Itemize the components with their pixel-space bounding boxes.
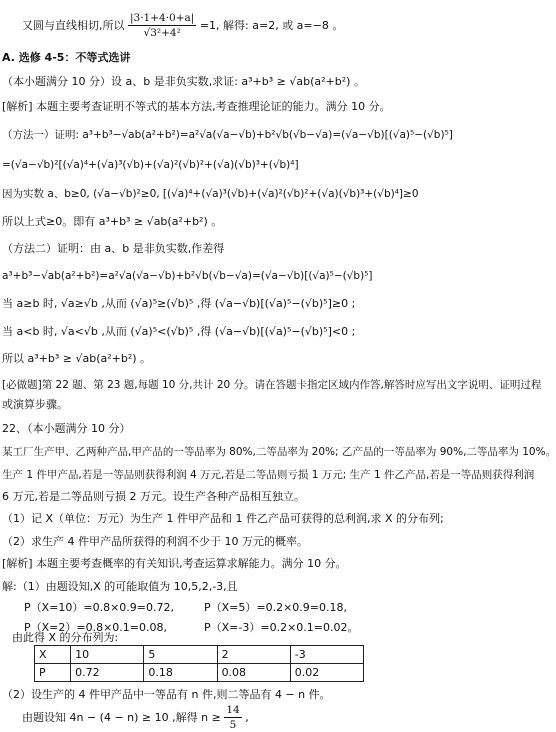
method1-line1: （方法一）证明: a³+b³−√ab(a²+b²)=a²√a(√a−√b)+b²√b(√b−√a)=(√a−√b)[(√a)⁵−(√b)⁵] <box>2 129 453 141</box>
fraction-numerator: 14 <box>226 704 240 716</box>
question-22-text3: 6 万元,若是二等品则亏损 2 万元。设生产各种产品相互独立。 <box>2 490 305 503</box>
section-a-heading: A. 选修 4-5：不等式选讲 <box>2 51 131 64</box>
distribution-intro: 由此得 X 的分布列为: <box>12 631 119 644</box>
table-cell: 0.72 <box>71 664 144 682</box>
method1-line4: 所以上式≥0。即有 a³+b³ ≥ √ab(a²+b²) 。 <box>2 215 223 228</box>
fraction-denominator: √3²+4² <box>143 27 181 39</box>
method1-line3: 因为实数 a、b≥0, (√a−√b)²≥0, [(√a)⁴+(√a)³(√b)+(√a)²(√b)²+(√a)(√b)³+(√b)⁴]≥0 <box>2 188 419 200</box>
question-22-part1: （1）记 X（单位：万元）为生产 1 件甲产品和 1 件乙产品可获得的总利润,求 X 的分布列; <box>2 512 444 525</box>
prob-x5: P（X=5）=0.2×0.9=0.18, <box>204 601 348 614</box>
method2-line3: 当 a≥b 时, √a≥√b ,从而 (√a)⁵≥(√b)⁵ ,得 (√a−√b)[(√a)⁵−(√b)⁵]≥0 ; <box>2 297 356 310</box>
method2-line5: 所以 a³+b³ ≥ √ab(a²+b²) 。 <box>2 352 152 365</box>
required-note-line1: [必做题]第 22 题、第 23 题,每题 10 分,共计 20 分。请在答题卡指定区域内作答,解答时应写出文字说明、证明过程 <box>2 379 542 391</box>
table-cell: -3 <box>290 646 363 664</box>
fraction-numerator: |3·1+4·0+a| <box>130 12 195 24</box>
question-22-part2: （2）求生产 4 件甲产品所获得的利润不少于 10 万元的概率。 <box>2 535 308 548</box>
final-post: , <box>245 711 249 724</box>
table-cell: 2 <box>217 646 290 664</box>
table-cell: 0.18 <box>144 664 217 682</box>
problem-statement: （本小题满分 10 分）设 a、b 是非负实数,求证: a³+b³ ≥ √ab(a²+b²) 。 <box>2 75 365 88</box>
analysis-line: [解析] 本题主要考查证明不等式的基本方法,考查推理论证的能力。满分 10 分。 <box>2 100 391 113</box>
method2-line4: 当 a<b 时, √a<√b ,从而 (√a)⁵<(√b)⁵ ,得 (√a−√b)[(√a)⁵−(√b)⁵]<0 ; <box>2 325 356 338</box>
final-fraction <box>224 704 241 732</box>
solution-part2: （2）设生产的 4 件甲产品中一等品有 n 件,则二等品有 4 − n 件。 <box>2 688 331 701</box>
required-note-line2: 或演算步骤。 <box>2 398 68 411</box>
final-inequality <box>22 704 498 732</box>
analysis-line-2: [解析] 本题主要考查概率的有关知识,考查运算求解能力。满分 10 分。 <box>2 557 347 570</box>
prob-x10: P（X=10）=0.8×0.9=0.72, <box>24 601 175 614</box>
question-22-text2: 生产 1 件甲产品,若是一等品则获得利润 4 万元,若是二等品则亏损 1 万元; 生产 1 件乙产品,若是一等品则获得利润 <box>2 469 535 481</box>
final-pre: 由题设知 4n − (4 − n) ≥ 10 ,解得 n ≥ <box>22 711 221 724</box>
method2-line2: a³+b³−√ab(a²+b²)=a²√a(√a−√b)+b²√b(√b−√a)=(√a−√b)[(√a)⁵−(√b)⁵] <box>2 270 373 282</box>
fraction-denominator: 5 <box>229 719 237 731</box>
question-22-heading: 22、（本小题满分 10 分） <box>2 422 131 435</box>
table-cell: 5 <box>144 646 217 664</box>
distance-fraction <box>128 12 196 40</box>
circle-tangent-line <box>22 8 498 44</box>
line1-post: =1, 解得: a=2, 或 a=−8 。 <box>199 19 344 32</box>
distribution-table <box>34 645 364 682</box>
table-cell: 0.02 <box>290 664 363 682</box>
question-22-text1: 某工厂生产甲、乙两种产品,甲产品的一等品率为 80%,二等品率为 20%; 乙产品的一等品率为 90%,二等品率为 10%。 <box>2 446 556 458</box>
table-cell: 10 <box>71 646 144 664</box>
method2-line1: （方法二）证明：由 a、b 是非负实数,作差得 <box>2 242 225 255</box>
table-cell: 0.08 <box>217 664 290 682</box>
method1-line2: =(√a−√b)²[(√a)⁴+(√a)³(√b)+(√a)²(√b)²+(√a)(√b)³+(√b)⁴] <box>2 159 299 171</box>
solution-part1: 解:（1）由题设知,X 的可能取值为 10,5,2,-3,且 <box>2 580 238 593</box>
table-row <box>35 664 364 682</box>
table-cell: X <box>35 646 71 664</box>
prob-x2: P（X=2）=0.8×0.1=0.08, <box>24 621 168 634</box>
table-row <box>35 646 364 664</box>
table-cell: P <box>35 664 71 682</box>
line1-pre: 又圆与直线相切,所以 <box>22 19 125 32</box>
prob-x-3: P（X=-3）=0.2×0.1=0.02。 <box>204 621 359 634</box>
